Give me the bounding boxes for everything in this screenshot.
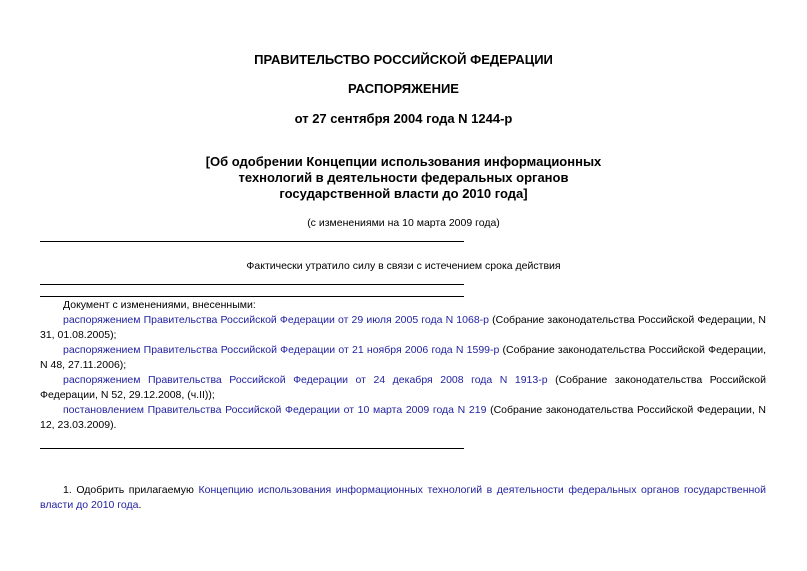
title-line-1: [Об одобрении Концепции использования информационных [205,154,602,169]
amendment-link[interactable]: распоряжением Правительства Российской Федерации от 29 июля 2005 года N 1068-р [63,314,490,326]
amendment-item [40,313,766,343]
amendment-item [40,403,766,433]
amendment-source: (Собрание законодательства Российской Федерации, N 31, 01.08.2005); [40,314,767,341]
amendment-source: (Собрание законодательства Российской Федерации, N 48, 27.11.2006); [40,344,766,371]
revision-note: (с изменениями на 10 марта 2009 года) [307,217,500,229]
clause-1-suffix: . [138,499,142,511]
status-note: Фактически утратило силу в связи с истечением срока действия [246,260,561,272]
amendment-item [40,343,766,373]
title-line-3: государственной власти до 2010 года] [279,186,528,201]
amendments-block [40,298,766,433]
document-type-heading: РАСПОРЯЖЕНИЕ [348,81,459,96]
divider [40,296,464,297]
amendment-link[interactable]: распоряжением Правительства Российской Федерации от 24 декабря 2008 года N 1913-р [63,374,548,386]
concept-link[interactable]: Концепцию использования информационных технологий в деятельности федеральных органов государственной власти до 2010 года [40,484,766,511]
amendment-source: (Собрание законодательства Российской Федерации, N 52, 29.12.2008, (ч.II)); [40,374,766,401]
amendment-link[interactable]: распоряжением Правительства Российской Федерации от 21 ноября 2006 года N 1599-р [63,344,500,356]
amendment-link[interactable]: постановлением Правительства Российской Федерации от 10 марта 2009 года N 219 [63,404,487,416]
divider [40,284,464,285]
divider [40,448,464,449]
clause-1 [40,483,766,513]
document-title [0,154,807,202]
title-line-2: технологий в деятельности федеральных органов [238,170,569,185]
document-date-number: от 27 сентября 2004 года N 1244-р [294,111,513,126]
amendment-item [40,373,766,403]
clause-1-prefix: 1. Одобрить прилагаемую [63,484,199,496]
amendments-intro: Документ с изменениями, внесенными: [63,299,256,311]
government-heading: ПРАВИТЕЛЬСТВО РОССИЙСКОЙ ФЕДЕРАЦИИ [254,52,553,67]
divider [40,241,464,242]
amendment-source: (Собрание законодательства Российской Федерации, N 12, 23.03.2009). [40,404,767,431]
